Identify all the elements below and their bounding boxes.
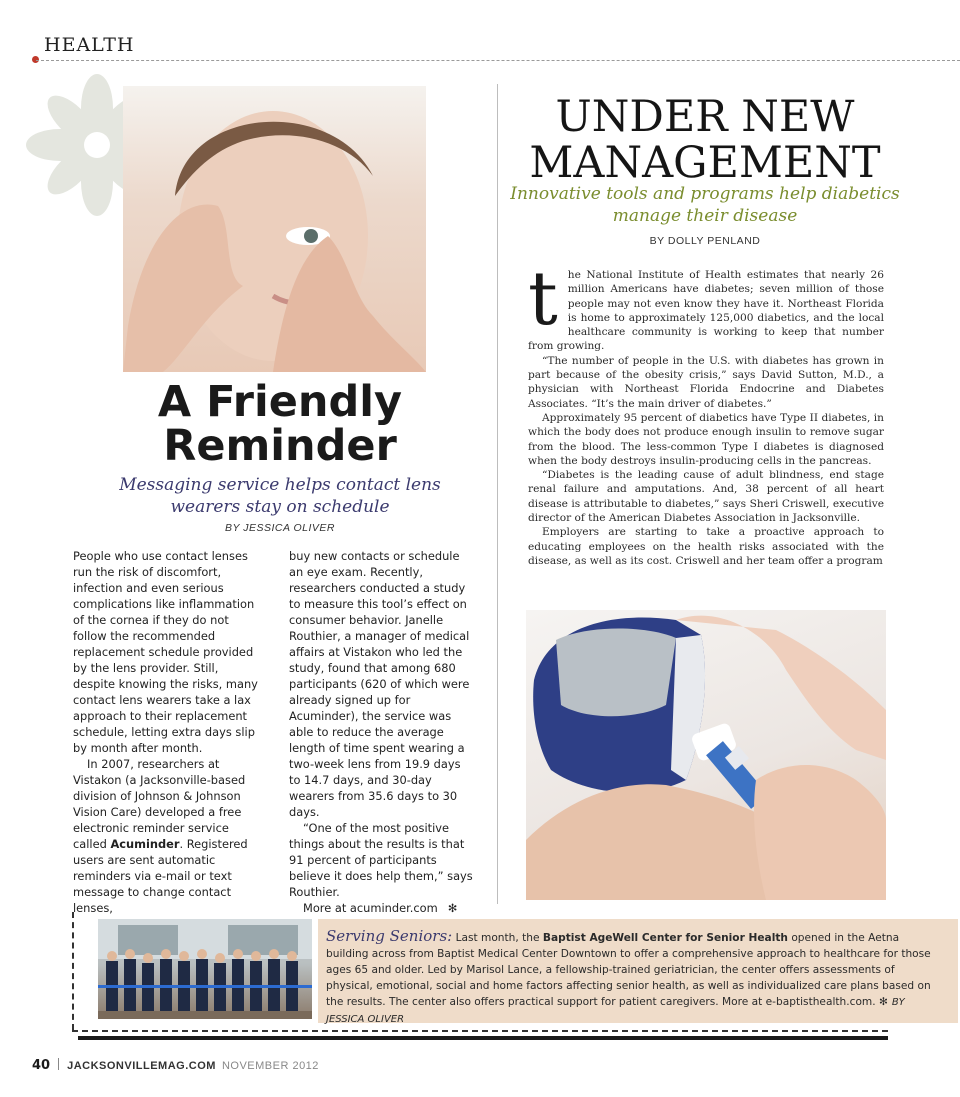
sidebar-intro: Last month, the	[452, 932, 543, 944]
paragraph-text: In 2007, researchers at Vistakon (a Jacksonville-based division of Johnson & Johnson Vision Care) developed a free electronic reminder service called	[73, 757, 246, 851]
right-article-body	[528, 256, 884, 568]
footer-issue: NOVEMBER 2012	[221, 1060, 319, 1072]
ribbon-cutting-photo	[98, 919, 312, 1019]
footer-site: JACKSONVILLEMAG.COM	[67, 1060, 216, 1072]
right-article-title: UNDER NEW MANAGEMENT	[529, 92, 881, 188]
page-number: 40	[32, 1058, 51, 1073]
end-mark-icon: ✻	[447, 901, 458, 915]
brand-name: Acuminder	[110, 837, 180, 851]
contact-lens-photo	[123, 86, 426, 372]
paragraph	[528, 256, 884, 354]
sidebar-body: opened in the Aetna building across from Baptist Medical Center Downtown to offer a comprehensive approach to healthcare for those ages 65 and older. Led by Marisol Lance, a fellowship-trained geriatrician, the center offers assessments of physical, emotional, social and home factors affecting senior health, as well as individualized care plans based on the results. The center also offers practical support for patient caregivers. More at e-baptisthealth.com.	[326, 932, 931, 1008]
section-label: HEALTH	[44, 34, 135, 56]
sidebar-bottom-bar	[78, 1036, 888, 1040]
paragraph: Employers are starting to take a proactive approach to educating employees on the health risks associated with the disease, as well as its cost. Criswell and her team offer a program	[528, 526, 884, 567]
left-article-column-2	[289, 548, 475, 916]
drop-cap: t	[528, 256, 558, 342]
left-article-deck: Messaging service helps contact lens wearers stay on schedule	[119, 475, 441, 517]
glucose-meter-photo	[526, 610, 886, 900]
paragraph-text: he National Institute of Health estimates that nearly 26 million Americans have diabetes; seven million of those people may not even know they have it. Northeast Florida is home to approximately 125,000 diabetics, and the local healthcare community is working to keep that number from growing.	[528, 269, 884, 353]
paragraph: “Diabetes is the leading cause of adult blindness, end stage renal failure and amputations. And, 38 percent of all heart disease is attributable to diabetes,” says Sheri Criswell, executive director of the American Diabetes Association in Jacksonville.	[528, 469, 884, 525]
more-info-link: More at acuminder.com	[303, 901, 438, 915]
paragraph: Approximately 95 percent of diabetics have Type II diabetes, in which the body does not produce enough insulin to remove sugar from the blood. The less-common Type I diabetes is diagnosed when the body destroys insulin-producing cells in the pancreas.	[528, 411, 884, 467]
paragraph: People who use contact lenses run the risk of discomfort, infection and even serious complications like inflammation of the cornea if they do not follow the recommended replacement schedule provided by the lens provider. Still, despite knowing the risks, many contact lens wearers take a lax approach to their replacement schedule, letting extra days slip by month after month.	[73, 549, 258, 755]
end-mark-icon: ✻	[879, 996, 888, 1008]
sidebar-text	[326, 928, 942, 1028]
header-rule	[36, 60, 960, 61]
sidebar-org: Baptist AgeWell Center for Senior Health	[542, 932, 788, 944]
left-article-column-1	[73, 548, 259, 916]
sidebar-frame-bottom	[72, 1030, 888, 1032]
senior-health-sidebar	[72, 912, 931, 1040]
right-article-deck: Innovative tools and programs help diabetics manage their disease	[510, 184, 900, 226]
paragraph: buy new contacts or schedule an eye exam. Recently, researchers conducted a study to measure this tool’s effect on consumer behavior. Janelle Routhier, a manager of medical affairs at Vistakon who led the study, found that among 680 participants (620 of which were already signed up for Acuminder), the service was able to reduce the average length of time spent wearing a two-week lens from 19.9 days to 14.7 days, and 30-day wearers from 35.6 days to 30 days.	[289, 549, 470, 819]
footer-separator	[58, 1058, 59, 1070]
page-footer	[32, 1058, 319, 1073]
paragraph: “One of the most positive things about the results is that 91 percent of participants believe it does help them,” says Routhier.	[289, 821, 473, 899]
sidebar-heading: Serving Seniors:	[326, 927, 453, 945]
sidebar-frame-left	[72, 912, 74, 1030]
left-article-title: A Friendly Reminder	[157, 377, 403, 471]
right-article-byline: BY DOLLY PENLAND	[649, 235, 761, 247]
paragraph-text: . Registered users are sent automatic reminders via e-mail or text message to change contact lenses,	[73, 837, 248, 915]
column-divider	[497, 84, 498, 904]
left-article-byline: BY JESSICA OLIVER	[224, 522, 336, 534]
paragraph	[73, 756, 259, 916]
sidebar-byline: BY JESSICA OLIVER	[326, 997, 905, 1025]
paragraph: “The number of people in the U.S. with diabetes has grown in part because of the obesity crisis,” says David Sutton, M.D., a physician with Northeast Florida Endocrine and Diabetes Associates. “It’s the main driver of diabetes.”	[528, 354, 884, 410]
